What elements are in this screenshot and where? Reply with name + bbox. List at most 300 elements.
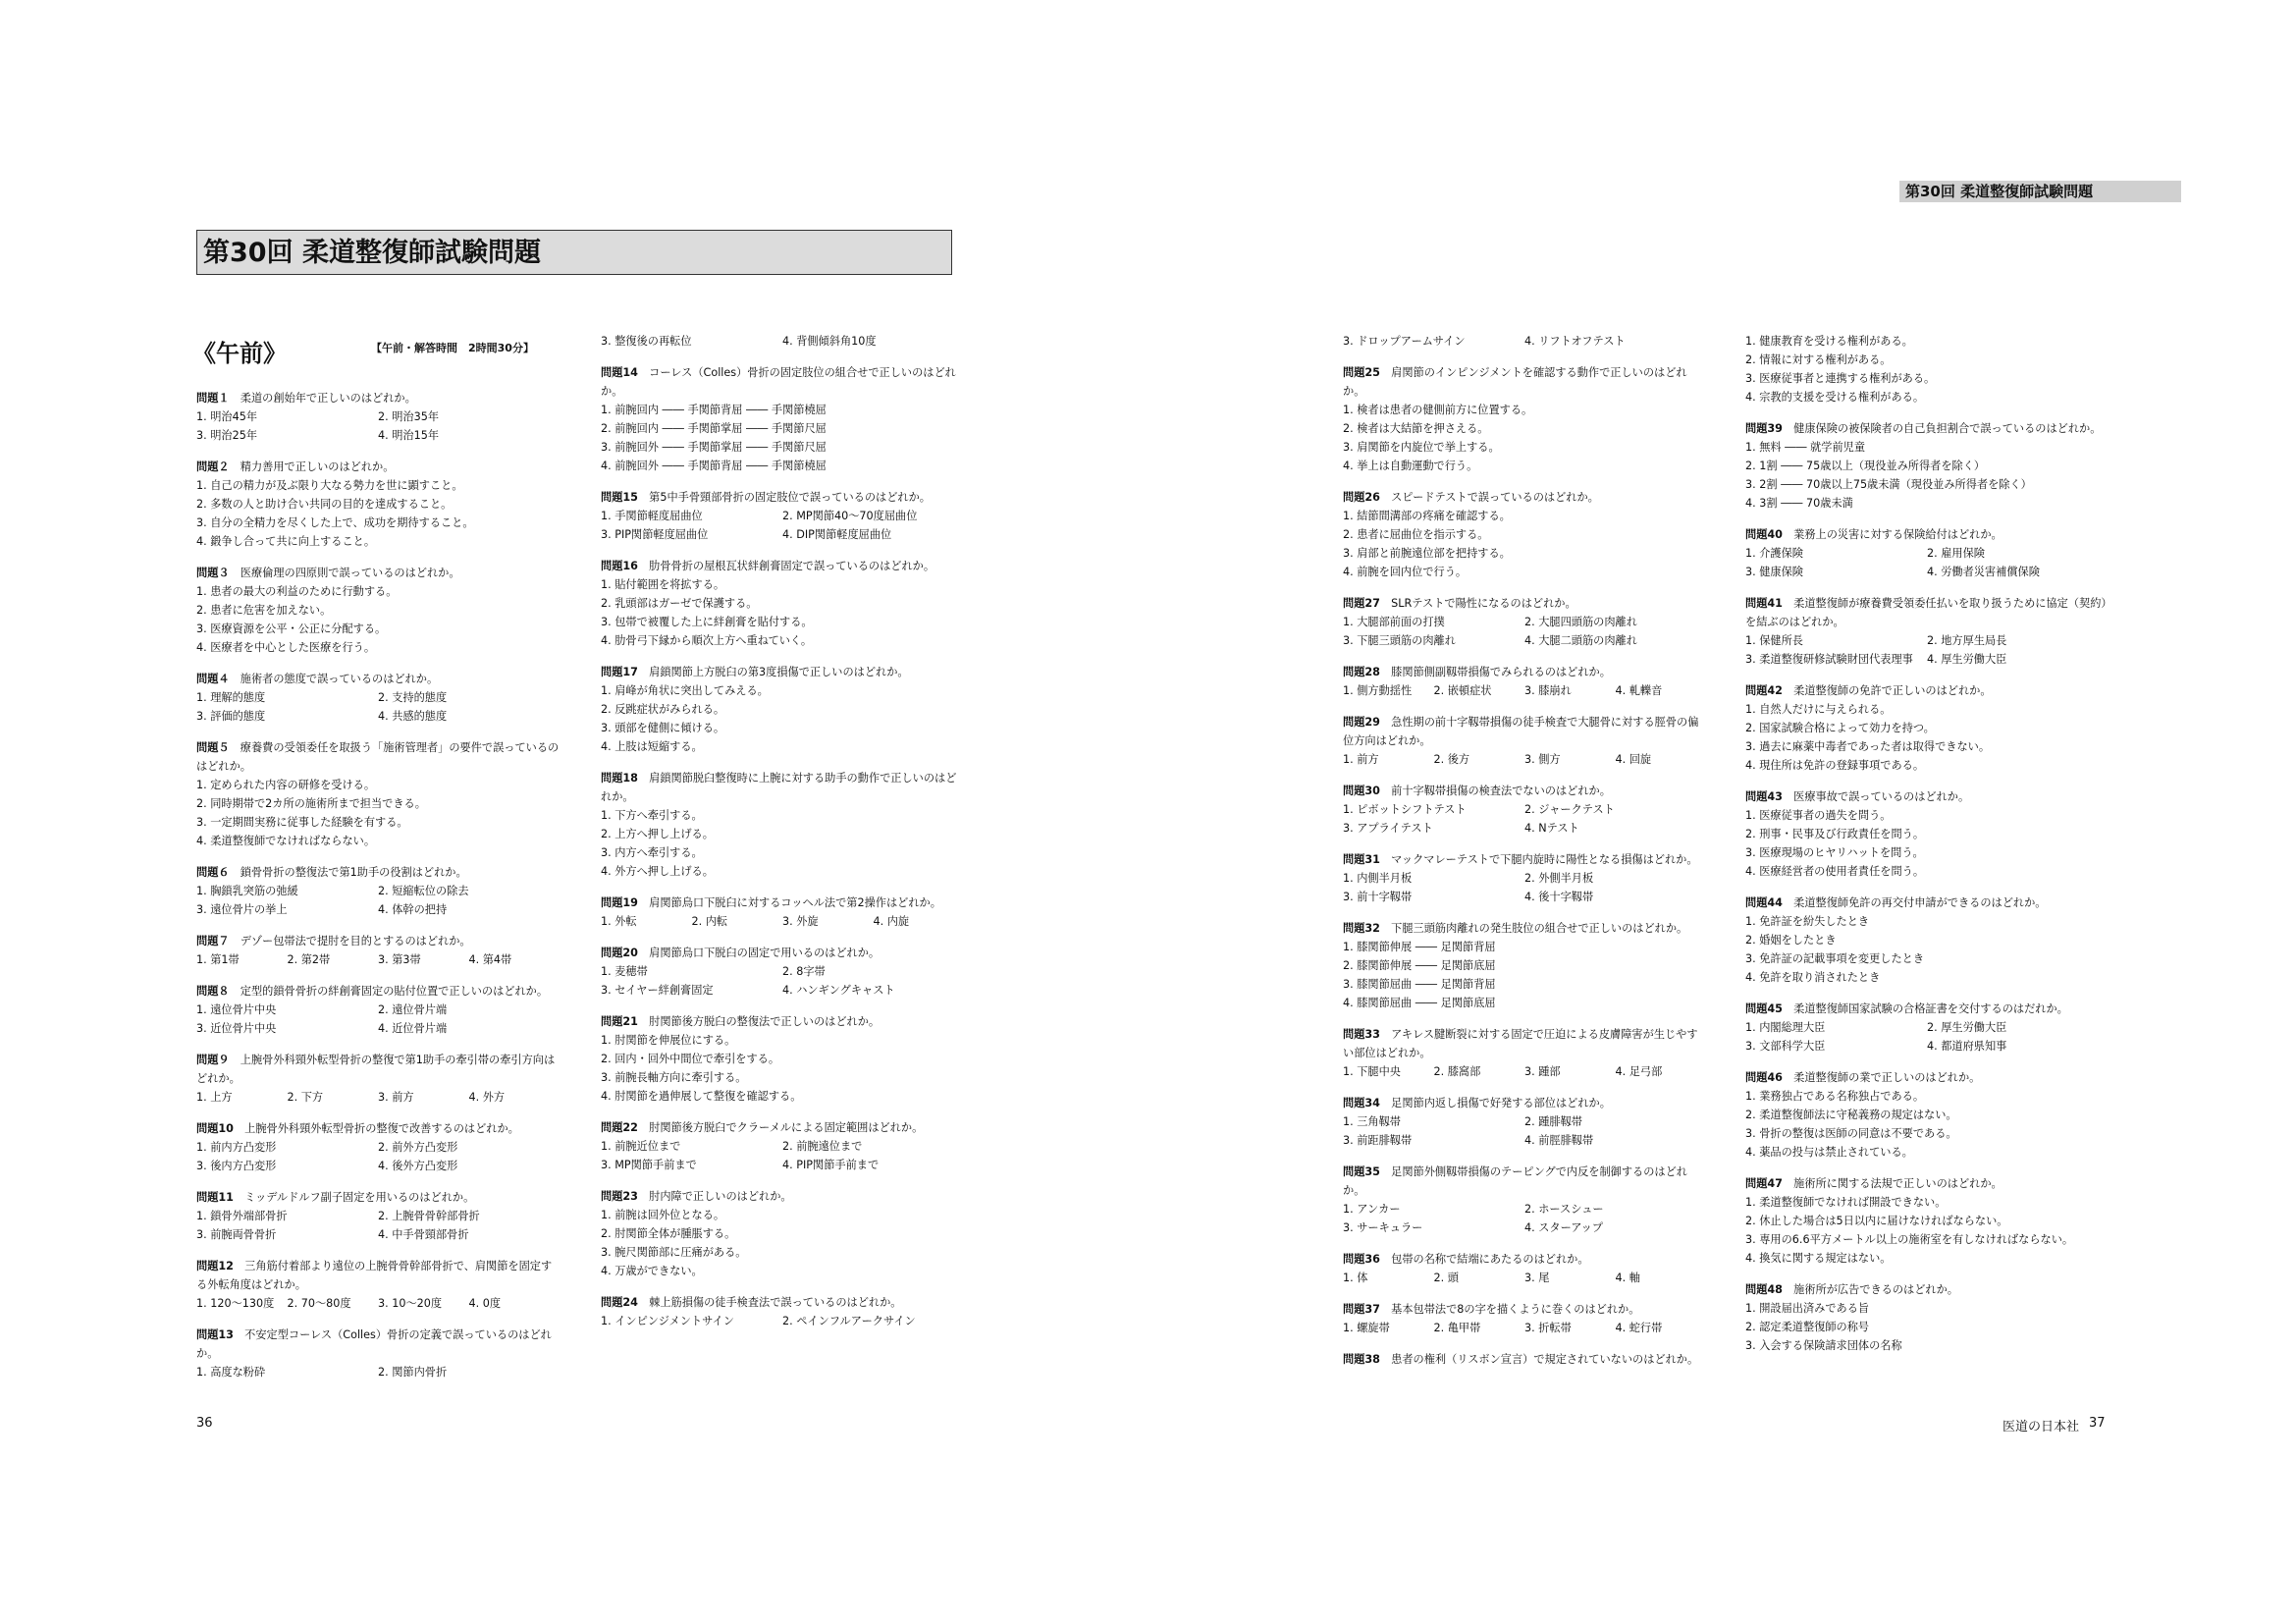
answer-option: 4. 医療者を中心とした医療を行う。 — [196, 641, 376, 654]
answer-row — [196, 1207, 560, 1225]
question-number: 問題14 — [601, 366, 638, 379]
question-block — [601, 557, 964, 650]
answer-option: 1. 手関節軽度屈曲位 — [601, 510, 703, 522]
question-block — [1745, 332, 2109, 406]
question-block — [1745, 893, 2109, 987]
question-number: 問題８ — [196, 985, 230, 998]
answer-row — [1343, 956, 1706, 975]
question-stem — [1745, 419, 2109, 438]
answer-option: 2. 雇用保険 — [1927, 547, 1985, 560]
answer-option: 2. 膝窩部 — [1433, 1065, 1481, 1078]
answer-option: 2. 上腕骨骨幹部骨折 — [378, 1210, 480, 1222]
answer-option: 4. 蛇行帯 — [1615, 1322, 1663, 1334]
question-stem — [1745, 525, 2109, 544]
answer-option: 2. ホースシュー — [1524, 1203, 1604, 1216]
question-block — [601, 769, 964, 881]
answer-option: 4. 薬品の投与は禁止されている。 — [1745, 1146, 1913, 1159]
answer-option: 4. 共感的態度 — [378, 710, 448, 723]
question-stem — [601, 1187, 964, 1206]
question-block — [1745, 525, 2109, 581]
question-number: 問題43 — [1745, 790, 1783, 803]
question-stem — [1343, 1250, 1706, 1269]
answer-option: 4. 0度 — [468, 1297, 502, 1310]
question-block — [196, 458, 560, 551]
answer-option: 4. 軋轢音 — [1615, 684, 1663, 697]
question-stem — [196, 1257, 560, 1294]
question-text: 肘関節後方脱臼でクラーメルによる固定範囲はどれか。 — [649, 1121, 924, 1134]
answer-option: 3. 柔道整復研修試験財団代表理事 — [1745, 653, 1913, 666]
question-text: 施術者の態度で誤っているのはどれか。 — [240, 673, 439, 685]
answer-row — [196, 776, 560, 794]
question-number: 問題45 — [1745, 1002, 1783, 1015]
answer-row — [1745, 700, 2109, 719]
answer-row — [1745, 388, 2109, 406]
answer-option: 2. 上方へ押し上げる。 — [601, 828, 714, 840]
page-title: 第30回 柔道整復師試験問題 — [196, 230, 952, 275]
answer-row — [196, 495, 560, 514]
answer-option: 4. DIP関節軽度屈曲位 — [782, 528, 892, 541]
question-text: 三角筋付着部より遠位の上腕骨骨幹部骨折で、肩関節を固定する外転角度はどれか。 — [196, 1260, 553, 1291]
question-block — [1745, 1174, 2109, 1268]
question-text: ミッデルドルフ副子固定を用いるのはどれか。 — [244, 1191, 475, 1204]
question-block — [601, 488, 964, 544]
question-block — [1745, 1068, 2109, 1162]
question-column-4 — [1745, 332, 2109, 1368]
right-page-number: 37 — [2089, 1416, 2106, 1431]
answer-option: 2. 1割 ―― 75歳以上（現役並み所得者を除く） — [1745, 460, 1986, 472]
answer-row — [1343, 613, 1706, 631]
question-stem — [601, 488, 964, 507]
answer-option: 1. 自然人だけに与えられる。 — [1745, 703, 1892, 716]
answer-option: 3. 折転帯 — [1524, 1322, 1572, 1334]
question-number: 問題42 — [1745, 684, 1783, 697]
answer-row — [196, 1157, 560, 1175]
answer-row — [601, 1031, 964, 1050]
answer-option: 1. 内側半月板 — [1343, 872, 1413, 885]
answer-row — [196, 900, 560, 919]
answer-option: 2. 関節内骨折 — [378, 1366, 448, 1379]
answer-option: 3. 後内方凸変形 — [196, 1160, 277, 1172]
answer-option: 2. 下方 — [287, 1091, 324, 1104]
question-stem — [1343, 713, 1706, 750]
answer-option: 3. 医療現場のヒヤリハットを問う。 — [1745, 846, 1924, 859]
question-text: 鎖骨骨折の整復法で第1助手の役割はどれか。 — [240, 866, 467, 879]
answer-row — [1745, 332, 2109, 351]
answer-option: 3. 前十字靱帯 — [1343, 891, 1413, 903]
answer-option: 1. 柔道整復師でなければ開設できない。 — [1745, 1196, 1947, 1209]
answer-option: 1. 前方 — [1343, 753, 1379, 766]
question-block — [196, 389, 560, 445]
answer-option: 1. 前腕近位まで — [601, 1140, 681, 1153]
running-head: 第30回 柔道整復師試験問題 — [1899, 181, 2181, 202]
answer-row — [1745, 756, 2109, 775]
question-text: 柔道整復師免許の再交付申請ができるのはどれか。 — [1793, 896, 2047, 909]
question-text: マックマレーテストで下腿内旋時に陽性となる損傷はどれか。 — [1391, 853, 1698, 866]
answer-row — [1343, 1112, 1706, 1131]
answer-row — [601, 862, 964, 881]
question-number: 問題39 — [1745, 422, 1783, 435]
answer-row — [196, 426, 560, 445]
answer-row — [1745, 544, 2109, 563]
answer-row — [196, 407, 560, 426]
question-block — [601, 1118, 964, 1174]
question-text: 肩関節のインピンジメントを確認する動作で正しいのはどれか。 — [1343, 366, 1687, 398]
answer-option: 2. MP関節40〜70度屈曲位 — [782, 510, 918, 522]
question-text: 柔道の創始年で正しいのはどれか。 — [240, 392, 416, 405]
answer-row — [196, 582, 560, 601]
answer-option: 3. 過去に麻薬中毒者であった者は取得できない。 — [1745, 740, 1991, 753]
answer-option: 1. 麦穂帯 — [601, 965, 648, 978]
answer-option: 2. 患者に危害を加えない。 — [196, 604, 332, 617]
question-text: 包帯の名称で結端にあたるのはどれか。 — [1391, 1253, 1589, 1266]
question-number: 問題25 — [1343, 366, 1380, 379]
question-number: 問題17 — [601, 666, 638, 678]
answer-row — [1343, 1319, 1706, 1337]
session-heading: 《午前》 — [192, 340, 287, 367]
question-text: 上腕骨外科頸外転型骨折の整復で改善するのはどれか。 — [244, 1122, 519, 1135]
question-block — [1745, 419, 2109, 513]
answer-row — [1745, 1212, 2109, 1230]
question-text: 下腿三頭筋肉離れの発生肢位の組合せで正しいのはどれか。 — [1391, 922, 1688, 935]
answer-row — [1745, 912, 2109, 931]
question-stem — [1343, 850, 1706, 869]
answer-option: 3. 評価的態度 — [196, 710, 266, 723]
answer-row — [196, 638, 560, 657]
answer-row — [1745, 457, 2109, 475]
question-number: 問題22 — [601, 1121, 638, 1134]
answer-row — [601, 507, 964, 525]
answer-row — [601, 1087, 964, 1106]
answer-row — [1745, 968, 2109, 987]
question-text: 肘関節後方脱臼の整復法で正しいのはどれか。 — [649, 1015, 881, 1028]
answer-option: 2. 短縮転位の除去 — [378, 885, 469, 897]
answer-option: 4. ハンギングキャスト — [782, 984, 895, 997]
answer-option: 2. 検者は大結節を押さえる。 — [1343, 422, 1489, 435]
answer-row — [601, 1050, 964, 1068]
answer-row — [196, 950, 560, 969]
question-block — [196, 932, 560, 969]
answer-option: 4. 肋骨弓下縁から順次上方へ重ねていく。 — [601, 634, 813, 647]
question-number: 問題２ — [196, 460, 230, 473]
answer-row — [1343, 800, 1706, 819]
question-block — [601, 663, 964, 756]
answer-option: 3. 外旋 — [782, 915, 819, 928]
answer-row — [1745, 631, 2109, 650]
question-block — [601, 944, 964, 1000]
question-number: 問題18 — [601, 772, 638, 785]
answer-row — [601, 1068, 964, 1087]
answer-row — [1343, 819, 1706, 838]
question-block — [1745, 1000, 2109, 1056]
question-number: 問題13 — [196, 1328, 234, 1341]
answer-option: 2. 反跳症状がみられる。 — [601, 703, 725, 716]
answer-option: 2. 前腕回内 ―― 手関節掌屈 ―― 手関節尺屈 — [601, 422, 827, 435]
answer-row — [1745, 1124, 2109, 1143]
answer-option: 3. 前腕両骨骨折 — [196, 1228, 277, 1241]
answer-option: 4. 万歳ができない。 — [601, 1265, 703, 1277]
question-block — [1343, 594, 1706, 650]
question-text: 健康保険の被保険者の自己負担割合で誤っているのはどれか。 — [1793, 422, 2102, 435]
answer-option: 4. 柔道整復師でなければならない。 — [196, 835, 376, 847]
answer-row — [601, 332, 964, 351]
answer-option: 3. 文部科学大臣 — [1745, 1040, 1826, 1053]
answer-option: 3. 頭部を健側に傾ける。 — [601, 722, 725, 734]
question-number: 問題47 — [1745, 1177, 1783, 1190]
question-block — [601, 363, 964, 475]
question-block — [1745, 594, 2109, 669]
question-block — [1745, 1280, 2109, 1355]
answer-row — [1745, 1018, 2109, 1037]
question-column-1 — [196, 389, 560, 1394]
question-text: 足関節外側靱帯損傷のテーピングで内反を制御するのはどれか。 — [1343, 1165, 1687, 1197]
answer-option: 1. 肩峰が角状に突出してみえる。 — [601, 684, 769, 697]
question-block — [196, 1119, 560, 1175]
answer-row — [601, 594, 964, 613]
question-column-2 — [601, 332, 964, 1343]
question-number: 問題10 — [196, 1122, 234, 1135]
answer-row — [196, 532, 560, 551]
answer-option: 1. 鎖骨外端部骨折 — [196, 1210, 288, 1222]
question-stem — [1745, 681, 2109, 700]
answer-option: 3. 包帯で被覆した上に絆創膏を貼付する。 — [601, 616, 813, 628]
question-number: 問題５ — [196, 741, 230, 754]
answer-option: 1. ピボットシフトテスト — [1343, 803, 1467, 816]
answer-option: 4. PIP関節手前まで — [782, 1159, 880, 1171]
question-block — [1343, 332, 1706, 351]
question-block — [196, 1188, 560, 1244]
answer-row — [601, 1262, 964, 1280]
answer-row — [601, 1243, 964, 1262]
answer-option: 1. 自己の精力が及ぶ限り大なる勢力を世に顕すこと。 — [196, 479, 463, 492]
question-block — [1745, 787, 2109, 881]
question-number: 問題４ — [196, 673, 230, 685]
answer-row — [601, 962, 964, 981]
question-text: 施術所が広告できるのはどれか。 — [1793, 1283, 1958, 1296]
answer-row — [196, 882, 560, 900]
answer-row — [1745, 1299, 2109, 1318]
question-block — [1343, 919, 1706, 1012]
answer-row — [1745, 825, 2109, 843]
answer-row — [1343, 1200, 1706, 1218]
answer-option: 3. 入会する保険請求団体の名称 — [1745, 1339, 1902, 1352]
question-block — [196, 982, 560, 1038]
answer-row — [1745, 719, 2109, 737]
question-block — [601, 332, 964, 351]
answer-option: 1. 検者は患者の健側前方に位置する。 — [1343, 404, 1533, 416]
answer-option: 1. 明治45年 — [196, 410, 258, 423]
answer-option: 3. 前腕長軸方向に牽引する。 — [601, 1071, 747, 1084]
answer-row — [1343, 419, 1706, 438]
answer-option: 1. 前内方凸変形 — [196, 1141, 277, 1154]
answer-option: 1. 内閣総理大臣 — [1745, 1021, 1826, 1034]
answer-option: 4. 軸 — [1615, 1272, 1640, 1284]
answer-option: 4. 換気に関する規定はない。 — [1745, 1252, 1892, 1265]
question-block — [1343, 663, 1706, 700]
answer-option: 4. 後外方凸変形 — [378, 1160, 458, 1172]
answer-row — [1745, 1318, 2109, 1336]
answer-option: 1. 免許証を紛失したとき — [1745, 915, 1870, 928]
question-number: 問題31 — [1343, 853, 1380, 866]
answer-option: 4. 体幹の把持 — [378, 903, 448, 916]
answer-option: 4. 宗教的支援を受ける権利がある。 — [1745, 391, 1925, 404]
question-text: 上腕骨外科頸外転型骨折の整復で第1助手の牽引帯の牽引方向はどれか。 — [196, 1054, 556, 1085]
answer-row — [1745, 369, 2109, 388]
question-stem — [1343, 488, 1706, 507]
answer-option: 4. 後十字靱帯 — [1524, 891, 1594, 903]
answer-option: 3. 前方 — [378, 1091, 414, 1104]
question-block — [1343, 363, 1706, 475]
answer-row — [196, 688, 560, 707]
question-number: 問題11 — [196, 1191, 234, 1204]
answer-option: 2. 同時期帯で2カ所の施術所まで担当できる。 — [196, 797, 426, 810]
answer-option: 2. 第2帯 — [287, 953, 331, 966]
question-block — [196, 738, 560, 850]
question-number: 問題７ — [196, 935, 230, 947]
question-number: 問題32 — [1343, 922, 1380, 935]
answer-option: 4. 回旋 — [1615, 753, 1652, 766]
answer-option: 4. スターアップ — [1524, 1221, 1604, 1234]
question-stem — [601, 1012, 964, 1031]
question-text: コーレス（Colles）骨折の固定肢位の組合せで正しいのはどれか。 — [601, 366, 956, 398]
answer-option: 4. 外方 — [468, 1091, 506, 1104]
answer-row — [196, 1138, 560, 1157]
answer-row — [601, 700, 964, 719]
question-number: 問題33 — [1343, 1028, 1380, 1041]
answer-row — [601, 912, 964, 931]
answer-option: 2. ペインフルアークサイン — [782, 1315, 916, 1327]
answer-row — [1745, 494, 2109, 513]
answer-option: 3. 膝崩れ — [1524, 684, 1572, 697]
question-stem — [196, 1051, 560, 1088]
answer-row — [196, 1225, 560, 1244]
answer-row — [196, 1019, 560, 1038]
answer-option: 4. 前腕回外 ―― 手関節背屈 ―― 手関節橈屈 — [601, 460, 827, 472]
answer-row — [1343, 869, 1706, 888]
answer-option: 3. 膝関節屈曲 ―― 足関節背屈 — [1343, 978, 1496, 991]
answer-row — [601, 843, 964, 862]
question-stem — [196, 738, 560, 776]
question-number: 問題６ — [196, 866, 230, 879]
answer-option: 3. 前距腓靱帯 — [1343, 1134, 1413, 1147]
answer-option: 1. 結節間溝部の疼痛を確認する。 — [1343, 510, 1511, 522]
question-text: 肩鎖関節上方脱臼の第3度損傷で正しいのはどれか。 — [649, 666, 909, 678]
question-number: 問題30 — [1343, 785, 1380, 797]
answer-option: 1. 高度な粉砕 — [196, 1366, 266, 1379]
answer-row — [1745, 949, 2109, 968]
question-number: 問題23 — [601, 1190, 638, 1203]
answer-option: 1. 120〜130度 — [196, 1297, 275, 1310]
answer-row — [1343, 938, 1706, 956]
answer-row — [1745, 1037, 2109, 1056]
question-number: 問題21 — [601, 1015, 638, 1028]
answer-option: 2. 休止した場合は5日以内に届けなければならない。 — [1745, 1215, 2008, 1227]
answer-option: 1. 膝関節伸展 ―― 足関節背屈 — [1343, 941, 1496, 953]
answer-option: 1. インピンジメントサイン — [601, 1315, 734, 1327]
answer-option: 1. 健康教育を受ける権利がある。 — [1745, 335, 1913, 348]
answer-row — [196, 476, 560, 495]
question-text: 膝関節側副靱帯損傷でみられるのはどれか。 — [1391, 666, 1611, 678]
answer-option: 4. 都道府県知事 — [1927, 1040, 2007, 1053]
answer-row — [1343, 994, 1706, 1012]
answer-option: 1. 患者の最大の利益のために行動する。 — [196, 585, 398, 598]
answer-option: 4. 労働者災害補償保険 — [1927, 566, 2040, 578]
question-number: 問題16 — [601, 560, 638, 572]
question-stem — [1343, 1094, 1706, 1112]
answer-option: 4. 内旋 — [873, 915, 910, 928]
question-text: 定型的鎖骨骨折の絆創膏固定の貼付位置で正しいのはどれか。 — [240, 985, 549, 998]
answer-option: 4. 外方へ押し上げる。 — [601, 865, 714, 878]
answer-row — [196, 1363, 560, 1381]
question-block — [1343, 1094, 1706, 1150]
question-number: 問題40 — [1745, 528, 1783, 541]
question-stem — [1343, 1025, 1706, 1062]
answer-row — [601, 825, 964, 843]
answer-option: 3. 骨折の整復は医師の同意は不要である。 — [1745, 1127, 1957, 1140]
question-number: 問題３ — [196, 567, 230, 579]
question-number: 問題12 — [196, 1260, 234, 1272]
answer-option: 3. 一定期間実務に従事した経験を有する。 — [196, 816, 408, 829]
answer-row — [1343, 507, 1706, 525]
question-block — [1343, 1250, 1706, 1287]
answer-option: 2. 支持的態度 — [378, 691, 448, 704]
question-stem — [196, 1119, 560, 1138]
question-stem — [196, 1188, 560, 1207]
answer-option: 4. 大腿二頭筋の肉離れ — [1524, 634, 1637, 647]
question-text: 前十字靱帯損傷の検査法でないのはどれか。 — [1391, 785, 1611, 797]
question-text: 急性期の前十字靱帯損傷の徒手検査で大腿骨に対する脛骨の偏位方向はどれか。 — [1343, 716, 1699, 747]
question-stem — [601, 663, 964, 681]
answer-option: 3. 肩部と前腕遠位部を把持する。 — [1343, 547, 1511, 560]
question-text: SLRテストで陽性になるのはどれか。 — [1391, 597, 1576, 610]
question-text: 肘内障で正しいのはどれか。 — [649, 1190, 792, 1203]
answer-option: 2. 頭 — [1433, 1272, 1459, 1284]
answer-option: 1. 遠位骨片中央 — [196, 1003, 277, 1016]
answer-option: 1. 下方へ牽引する。 — [601, 809, 703, 822]
answer-option: 4. 上肢は短縮する。 — [601, 740, 703, 753]
answer-row — [196, 1294, 560, 1313]
answer-option: 4. 中手骨頸部骨折 — [378, 1228, 469, 1241]
answer-row — [196, 620, 560, 638]
question-number: 問題26 — [1343, 491, 1380, 504]
answer-row — [601, 737, 964, 756]
answer-row — [1343, 1131, 1706, 1150]
answer-row — [601, 1312, 964, 1330]
question-stem — [196, 982, 560, 1001]
answer-option: 2. 70〜80度 — [287, 1297, 351, 1310]
question-stem — [601, 557, 964, 575]
question-stem — [601, 1118, 964, 1137]
answer-option: 1. 前腕回内 ―― 手関節背屈 ―― 手関節橈屈 — [601, 404, 827, 416]
answer-option: 1. 前腕は回外位となる。 — [601, 1209, 725, 1221]
answer-option: 3. ドロップアームサイン — [1343, 335, 1466, 348]
question-block — [601, 1293, 964, 1330]
answer-option: 4. 膝関節屈曲 ―― 足関節底屈 — [1343, 997, 1496, 1009]
answer-option: 4. 免許を取り消されたとき — [1745, 971, 1881, 984]
answer-row — [601, 1137, 964, 1156]
answer-row — [1343, 525, 1706, 544]
answer-option: 3. 尾 — [1524, 1272, 1550, 1284]
answer-row — [196, 514, 560, 532]
question-stem — [196, 564, 560, 582]
question-stem — [1745, 1000, 2109, 1018]
answer-option: 2. 認定柔道整復師の称号 — [1745, 1321, 1870, 1333]
answer-row — [196, 1088, 560, 1107]
question-text: 基本包帯法で8の字を描くように巻くのはどれか。 — [1391, 1303, 1640, 1316]
answer-option: 1. 肘関節を伸展位にする。 — [601, 1034, 736, 1047]
answer-option: 2. 地方厚生局長 — [1927, 634, 2007, 647]
answer-option: 1. 第1帯 — [196, 953, 240, 966]
answer-option: 3. 医療従事者と連携する権利がある。 — [1745, 372, 1936, 385]
